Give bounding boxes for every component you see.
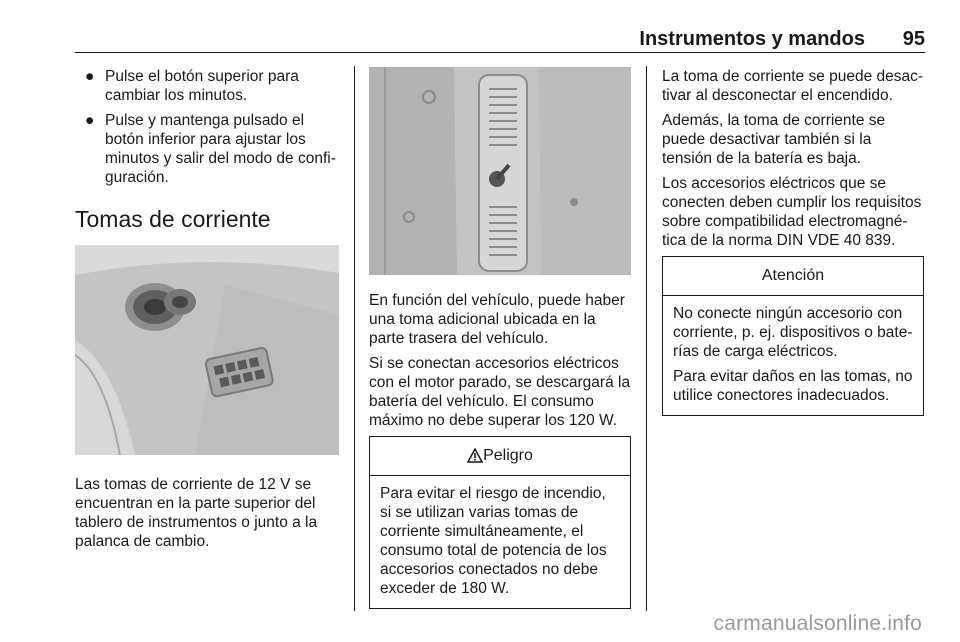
caution-box-body <box>663 296 923 415</box>
watermark: carmanualsonline.info <box>713 612 922 635</box>
left-column <box>75 67 343 557</box>
right-column <box>662 67 924 416</box>
page-number: 95 <box>902 28 925 50</box>
paragraph: Si se conectan accesorios eléctricos con el motor parado, se descargará la batería del vehículo. El consumo máximo no debe superar los 120 W. <box>369 355 631 429</box>
caution-box-title: Atención <box>663 257 923 296</box>
sockets-paragraph: Las tomas de corriente de 12 V se encuentran en la parte superior del tablero de instrumentos o junto a la palanca de cambio. <box>75 476 318 550</box>
middle-column <box>369 67 633 609</box>
danger-box-body <box>370 476 630 608</box>
caution-box <box>662 256 924 416</box>
paragraph: En función del vehículo, puede haber una toma adicional ubicada en la parte trasera del vehículo. <box>369 292 625 347</box>
paragraph: La toma de corriente se puede desac-tivar al desconectar el encendido. <box>662 68 924 104</box>
page-header <box>75 26 925 53</box>
section-title: Tomas de corriente <box>75 206 271 232</box>
column-divider-2 <box>646 66 647 611</box>
list-item: ● Pulse el botón superior para cambiar los minutos. <box>85 68 299 104</box>
warning-triangle-icon <box>467 440 483 478</box>
rear-socket-text <box>369 291 633 430</box>
danger-box-header <box>370 437 630 476</box>
danger-box <box>369 436 631 609</box>
bullet-dot: ● <box>85 112 95 129</box>
dashboard-socket-photo <box>75 245 339 455</box>
header-title: Instrumentos y mandos <box>639 28 865 50</box>
caution-box-text: Para evitar daños en las tomas, no utilice conectores inadecuados. <box>673 368 913 404</box>
rear-panel-illustration <box>369 67 631 275</box>
danger-box-title: Peligro <box>483 447 533 464</box>
bullet-list <box>75 67 343 187</box>
bullet-dot: ● <box>85 68 95 85</box>
list-item: ● Pulse y mantenga pulsado el botón inferior para ajustar los minutos y salir del modo de confi-guración. <box>85 112 336 186</box>
paragraph: Además, la toma de corriente se puede desactivar también si la tensión de la batería es baja. <box>662 112 886 167</box>
rear-socket-photo <box>369 67 631 275</box>
danger-box-text: Para evitar el riesgo de incendio, si se utilizan varias tomas de corriente simultáneamente, el consumo total de potencia de los accesorios conectados no debe exceder de 180 W. <box>380 485 607 597</box>
caution-box-text: No conecte ningún accesorio con corriente, p. ej. dispositivos o bate-rías de carga eléctricos. <box>673 305 913 360</box>
power-socket-illustration <box>75 245 339 455</box>
column-divider-1 <box>354 66 355 611</box>
paragraph: Los accesorios eléctricos que se conecten deben cumplir los requisitos sobre compatibilidad electromagné-tica de la norma DIN VDE 40 839. <box>662 175 922 249</box>
